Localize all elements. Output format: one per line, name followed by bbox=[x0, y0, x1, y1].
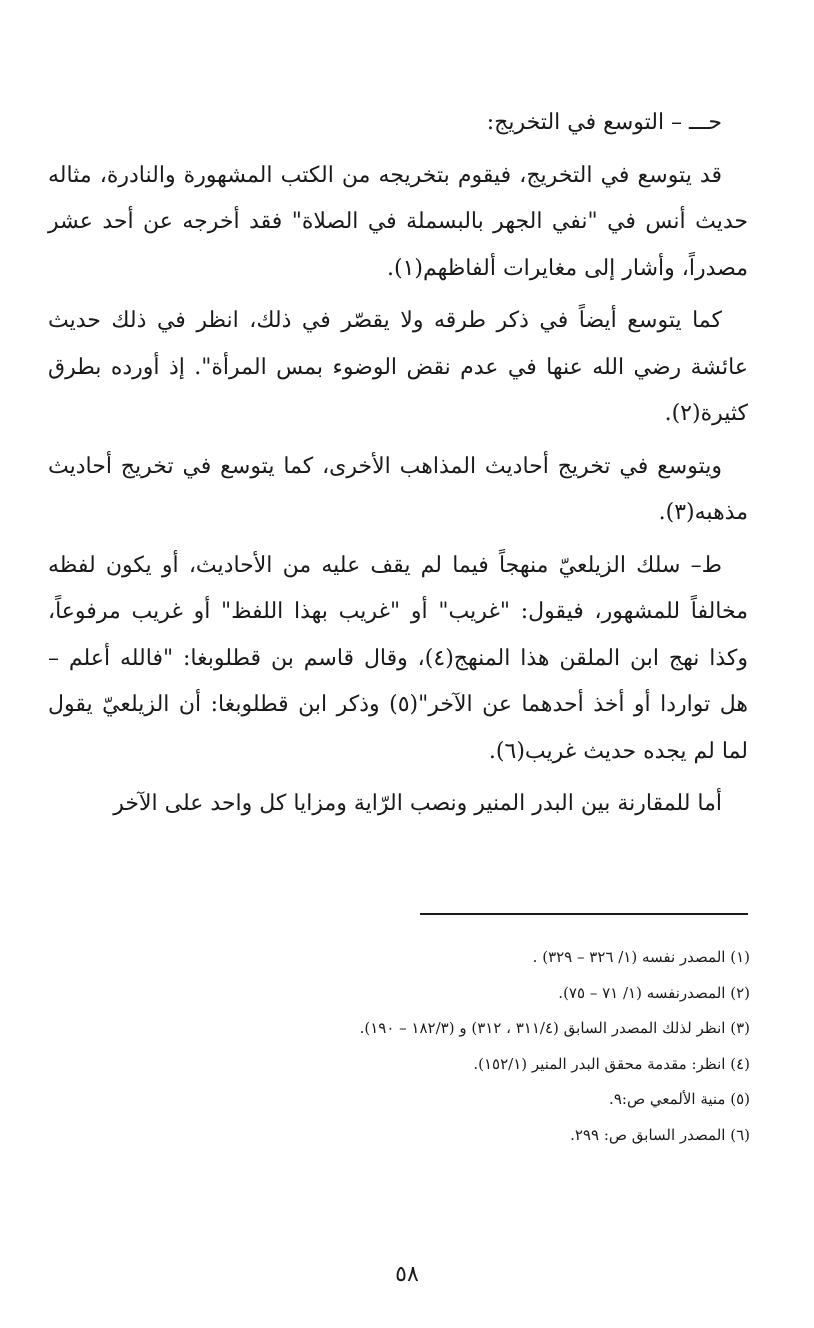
footnote-divider bbox=[420, 913, 748, 915]
paragraph: ويتوسع في تخريج أحاديث المذاهب الأخرى، كما يتوسع في تخريج أحاديث مذهبه(٣). bbox=[48, 453, 748, 525]
footnote-item: (٦) المصدر السابق ص: ٢٩٩. bbox=[570, 1125, 750, 1144]
paragraph: أما للمقارنة بين البدر المنير ونصب الرّاية ومزايا كل واحد على الآخر bbox=[113, 791, 722, 816]
main-text bbox=[48, 100, 748, 834]
footnote-item: (٣) انظر لذلك المصدر السابق (٣١١/٤ ، ٣١٢) و (١٨٢/٣ – ١٩٠). bbox=[359, 1019, 750, 1037]
footnote-item: (٢) المصدرنفسه (١/ ٧١ – ٧٥). bbox=[558, 983, 750, 1002]
footnote-item: (٤) انظر: مقدمة محقق البدر المنير (١٥٢/١). bbox=[473, 1054, 750, 1073]
section-heading: حـــ – التوسع في التخريج: bbox=[486, 110, 722, 135]
footnotes bbox=[230, 940, 750, 1153]
footnote-item: (١) المصدر نفسه (١/ ٣٢٦ – ٣٢٩) . bbox=[532, 948, 750, 966]
paragraph: قد يتوسع في التخريج، فيقوم بتخريجه من الكتب المشهورة والنادرة، مثاله حديث أنس في "نفي الجهر بالبسملة في الصلاة" فقد أخرجه عن أحد عشر مصدراً، وأشار إلى مغايرات ألفاظهم(١). bbox=[48, 162, 748, 281]
paragraph: ط– سلك الزيلعيّ منهجاً فيما لم يقف عليه من الأحاديث، أو يكون لفظه مخالفاً للمشهور، فيقول: "غريب" أو "غريب بهذا اللفظ" أو غريب مرفوعاً، وكذا نهج ابن الملقن هذا المنهج(٤)، وقال قاسم بن قطلوبغا: "فالله أعلم – هل تواردا أو أخذ أحدهما عن الآخر"(٥) وذكر ابن قطلوبغا: أن الزيلعيّ يقول لما لم يجده حديث غريب(٦). bbox=[48, 552, 748, 764]
page-number: ٥٨ bbox=[395, 1262, 419, 1287]
footnote-item: (٥) منية الألمعي ص:٩. bbox=[609, 1090, 750, 1108]
paragraph: كما يتوسع أيضاً في ذكر طرقه ولا يقصّر في ذلك، انظر في ذلك حديث عائشة رضي الله عنها في عدم نقض الوضوء بمس المرأة". إذ أورده بطرق كثيرة(٢). bbox=[48, 308, 748, 426]
